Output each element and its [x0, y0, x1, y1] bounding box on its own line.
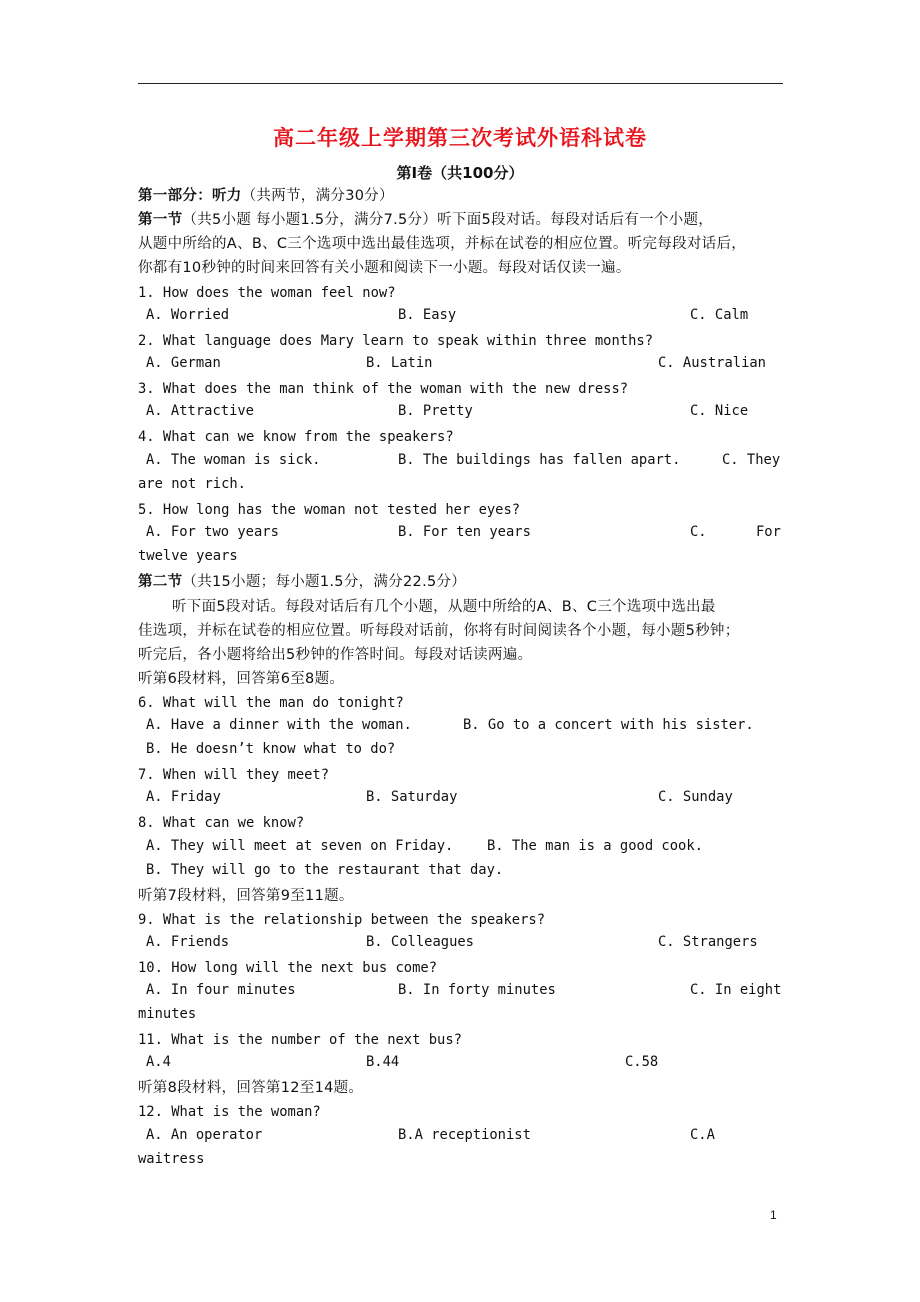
q5-option-a: A. For two years [146, 524, 279, 540]
q8-option-b: B. The man is a good cook. [487, 838, 703, 854]
part1-heading: 第一部分：听力 [138, 188, 242, 204]
q7-option-c: C. Sunday [658, 789, 733, 805]
volume-subtitle: 第Ⅰ卷（共100分） [396, 164, 524, 182]
q5-option-c: C. [690, 524, 707, 540]
q9-option-a: A. Friends [146, 934, 230, 950]
q2-option-b: B. Latin [366, 355, 433, 371]
q2-option-a: A. German [146, 355, 221, 371]
header-rule [138, 83, 783, 84]
q12-option-b: B.A receptionist [398, 1127, 531, 1143]
section2-heading-note: （共15小题；每小题1.5分，满分22.5分） [182, 574, 467, 590]
section2-intro-line3: 听完后，各小题将给出5秒钟的作答时间。每段对话读两遍。 [138, 647, 533, 663]
part1-heading-line [138, 186, 783, 206]
q12-option-a: A. An operator [146, 1127, 263, 1143]
question-10-stem: 10. How long will the next bus come? [138, 960, 438, 976]
material-8-instruction: 听第8段材料，回答第12至14题。 [138, 1080, 364, 1096]
q10-option-c-continued: minutes [138, 1006, 197, 1022]
q9-option-c: C. Strangers [658, 934, 758, 950]
q3-option-c: C. Nice [690, 403, 749, 419]
q3-option-b: B. Pretty [398, 403, 473, 419]
question-3-stem: 3. What does the man think of the woman with the new dress? [138, 381, 629, 397]
q9-option-b: B. Colleagues [366, 934, 474, 950]
q10-option-a: A. In four minutes [146, 982, 296, 998]
section1-intro-line2: 从题中所给的A、B、C三个选项中选出最佳选项，并标在试卷的相应位置。听完每段对话后， [138, 236, 747, 252]
q6-option-c: B. He doesn’t know what to do? [146, 741, 396, 757]
q4-option-b: B. The buildings has fallen apart. [398, 452, 681, 468]
question-9-stem: 9. What is the relationship between the speakers? [138, 912, 546, 928]
q8-option-a: A. They will meet at seven on Friday. [146, 838, 454, 854]
question-6-stem: 6. What will the man do tonight? [138, 695, 404, 711]
section1-intro-line3: 你都有10秒钟的时间来回答有关小题和阅读下一小题。每段对话仅读一遍。 [138, 260, 631, 276]
q6-option-a: A. Have a dinner with the woman. [146, 717, 412, 733]
q4-option-a: A. The woman is sick. [146, 452, 321, 468]
section2-intro-line2: 佳选项，并标在试卷的相应位置。听每段对话前，你将有时间阅读各个小题，每小题5秒钟； [138, 623, 740, 639]
question-2-stem: 2. What language does Mary learn to speak within three months? [138, 333, 653, 349]
q6-option-b: B. Go to a concert with his sister. [463, 717, 754, 733]
page-number: 1 [770, 1208, 777, 1222]
q5-option-c-continued: twelve years [138, 548, 238, 564]
question-11-stem: 11. What is the number of the next bus? [138, 1032, 462, 1048]
section2-heading: 第二节 [138, 574, 183, 590]
section1-intro-line1 [138, 210, 783, 230]
q2-option-c: C. Australian [658, 355, 766, 371]
question-7-stem: 7. When will they meet? [138, 767, 330, 783]
question-5-stem: 5. How long has the woman not tested her eyes? [138, 502, 521, 518]
part1-heading-note: （共两节，满分30分） [241, 188, 394, 204]
section1-intro-text1: （共5小题 每小题1.5分，满分7.5分）听下面5段对话。每段对话后有一个小题， [182, 212, 714, 228]
q4-option-c-continued: are not rich. [138, 476, 246, 492]
q10-option-b: B. In forty minutes [398, 982, 556, 998]
question-8-stem: 8. What can we know? [138, 815, 305, 831]
q12-option-c: C.A [690, 1127, 715, 1143]
question-12-stem: 12. What is the woman? [138, 1104, 321, 1120]
section2-intro-line1: 听下面5段对话。每段对话后有几个小题，从题中所给的A、B、C三个选项中选出最 [172, 599, 716, 615]
q7-option-a: A. Friday [146, 789, 221, 805]
q5-option-b: B. For ten years [398, 524, 531, 540]
q11-option-c: C.58 [625, 1054, 659, 1070]
q11-option-a: A.4 [146, 1054, 171, 1070]
q10-option-c: C. In eight [690, 982, 782, 998]
q7-option-b: B. Saturday [366, 789, 458, 805]
q11-option-b: B.44 [366, 1054, 400, 1070]
q5-option-c-word: For [756, 524, 781, 540]
q3-option-a: A. Attractive [146, 403, 254, 419]
q1-option-b: B. Easy [398, 307, 457, 323]
question-4-stem: 4. What can we know from the speakers? [138, 429, 454, 445]
q4-option-c: C. They [722, 452, 781, 468]
q12-option-c-continued: waitress [138, 1151, 205, 1167]
question-1-stem: 1. How does the woman feel now? [138, 285, 396, 301]
section1-heading: 第一节 [138, 212, 183, 228]
section2-heading-line [138, 572, 783, 592]
material-7-instruction: 听第7段材料，回答第9至11题。 [138, 888, 354, 904]
exam-title: 高二年级上学期第三次考试外语科试卷 [273, 126, 647, 150]
q1-option-a: A. Worried [146, 307, 230, 323]
q1-option-c: C. Calm [690, 307, 749, 323]
q8-option-c: B. They will go to the restaurant that day. [146, 862, 504, 878]
material-6-instruction: 听第6段材料，回答第6至8题。 [138, 671, 345, 687]
